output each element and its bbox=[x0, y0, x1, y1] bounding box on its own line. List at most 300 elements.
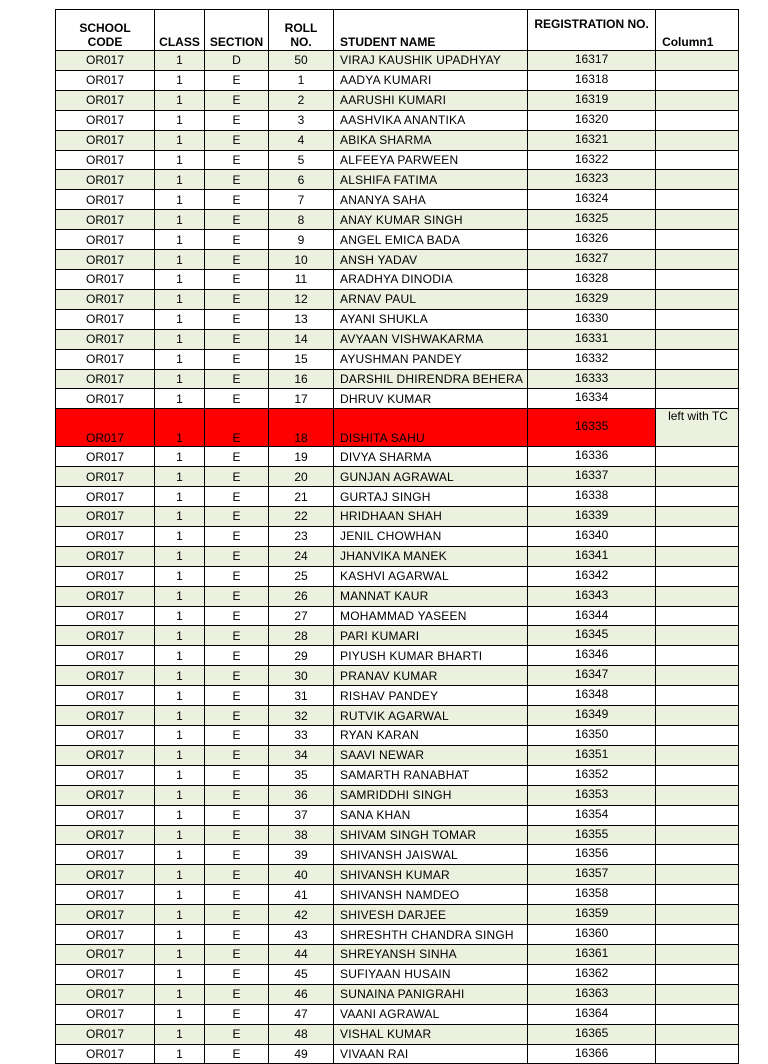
cell-roll-no[interactable]: 34 bbox=[269, 745, 334, 765]
cell-class[interactable]: 1 bbox=[155, 447, 205, 467]
cell-student-name[interactable]: SAMRIDDHI SINGH bbox=[334, 785, 528, 805]
cell-student-name[interactable]: AARUSHI KUMARI bbox=[334, 90, 528, 110]
cell-class[interactable]: 1 bbox=[155, 666, 205, 686]
cell-roll-no[interactable]: 49 bbox=[269, 1044, 334, 1064]
cell-class[interactable]: 1 bbox=[155, 606, 205, 626]
cell-school-code[interactable]: OR017 bbox=[56, 1004, 155, 1024]
cell-student-name[interactable]: RYAN KARAN bbox=[334, 726, 528, 746]
cell-column1[interactable] bbox=[656, 467, 739, 487]
cell-column1[interactable] bbox=[656, 110, 739, 130]
cell-section[interactable]: E bbox=[205, 269, 269, 289]
cell-roll-no[interactable]: 43 bbox=[269, 925, 334, 945]
cell-registration-no[interactable]: 16318 bbox=[528, 70, 656, 90]
cell-student-name[interactable]: AADYA KUMARI bbox=[334, 70, 528, 90]
cell-registration-no[interactable]: 16338 bbox=[528, 487, 656, 507]
cell-section[interactable]: E bbox=[205, 964, 269, 984]
cell-class[interactable]: 1 bbox=[155, 726, 205, 746]
cell-column1[interactable] bbox=[656, 150, 739, 170]
cell-student-name[interactable]: RUTVIK AGARWAL bbox=[334, 706, 528, 726]
cell-roll-no[interactable]: 19 bbox=[269, 447, 334, 467]
cell-student-name[interactable]: SUFIYAAN HUSAIN bbox=[334, 964, 528, 984]
cell-registration-no[interactable]: 16347 bbox=[528, 666, 656, 686]
cell-student-name[interactable]: JENIL CHOWHAN bbox=[334, 526, 528, 546]
cell-student-name[interactable]: JHANVIKA MANEK bbox=[334, 546, 528, 566]
cell-roll-no[interactable]: 45 bbox=[269, 964, 334, 984]
cell-roll-no[interactable]: 5 bbox=[269, 150, 334, 170]
cell-registration-no[interactable]: 16337 bbox=[528, 467, 656, 487]
cell-class[interactable]: 1 bbox=[155, 964, 205, 984]
cell-school-code[interactable]: OR017 bbox=[56, 369, 155, 389]
cell-column1[interactable] bbox=[656, 885, 739, 905]
cell-student-name[interactable]: SHIVANSH NAMDEO bbox=[334, 885, 528, 905]
cell-student-name[interactable]: ANSH YADAV bbox=[334, 250, 528, 270]
cell-roll-no[interactable]: 25 bbox=[269, 566, 334, 586]
cell-school-code[interactable]: OR017 bbox=[56, 566, 155, 586]
cell-class[interactable]: 1 bbox=[155, 369, 205, 389]
cell-registration-no[interactable]: 16365 bbox=[528, 1024, 656, 1044]
cell-column1[interactable] bbox=[656, 706, 739, 726]
cell-student-name[interactable]: ALFEEYA PARWEEN bbox=[334, 150, 528, 170]
cell-registration-no[interactable]: 16343 bbox=[528, 586, 656, 606]
cell-class[interactable]: 1 bbox=[155, 566, 205, 586]
cell-class[interactable]: 1 bbox=[155, 1024, 205, 1044]
cell-column1[interactable] bbox=[656, 269, 739, 289]
cell-class[interactable]: 1 bbox=[155, 984, 205, 1004]
cell-column1[interactable] bbox=[656, 289, 739, 309]
cell-section[interactable]: E bbox=[205, 745, 269, 765]
cell-student-name[interactable]: SANA KHAN bbox=[334, 805, 528, 825]
cell-class[interactable]: 1 bbox=[155, 329, 205, 349]
cell-student-name[interactable]: SHREYANSH SINHA bbox=[334, 944, 528, 964]
header-section[interactable]: SECTION bbox=[205, 10, 269, 51]
cell-registration-no[interactable]: 16361 bbox=[528, 944, 656, 964]
cell-registration-no[interactable]: 16366 bbox=[528, 1044, 656, 1064]
cell-class[interactable]: 1 bbox=[155, 825, 205, 845]
cell-section[interactable]: E bbox=[205, 825, 269, 845]
cell-column1[interactable] bbox=[656, 349, 739, 369]
cell-roll-no[interactable]: 26 bbox=[269, 586, 334, 606]
cell-school-code[interactable]: OR017 bbox=[56, 885, 155, 905]
cell-registration-no[interactable]: 16346 bbox=[528, 646, 656, 666]
cell-section[interactable]: E bbox=[205, 845, 269, 865]
cell-roll-no[interactable]: 41 bbox=[269, 885, 334, 905]
cell-student-name[interactable]: DHRUV KUMAR bbox=[334, 389, 528, 409]
cell-class[interactable]: 1 bbox=[155, 409, 205, 447]
cell-class[interactable]: 1 bbox=[155, 289, 205, 309]
cell-roll-no[interactable]: 11 bbox=[269, 269, 334, 289]
cell-section[interactable]: E bbox=[205, 150, 269, 170]
cell-class[interactable]: 1 bbox=[155, 765, 205, 785]
cell-class[interactable]: 1 bbox=[155, 190, 205, 210]
cell-registration-no[interactable]: 16362 bbox=[528, 964, 656, 984]
cell-class[interactable]: 1 bbox=[155, 865, 205, 885]
cell-student-name[interactable]: SHIVANSH JAISWAL bbox=[334, 845, 528, 865]
cell-section[interactable]: E bbox=[205, 865, 269, 885]
cell-school-code[interactable]: OR017 bbox=[56, 905, 155, 925]
cell-column1[interactable] bbox=[656, 765, 739, 785]
cell-registration-no[interactable]: 16322 bbox=[528, 150, 656, 170]
cell-roll-no[interactable]: 35 bbox=[269, 765, 334, 785]
cell-roll-no[interactable]: 22 bbox=[269, 507, 334, 527]
cell-column1[interactable] bbox=[656, 369, 739, 389]
cell-section[interactable]: E bbox=[205, 467, 269, 487]
cell-student-name[interactable]: ANGEL EMICA BADA bbox=[334, 230, 528, 250]
cell-column1[interactable] bbox=[656, 210, 739, 230]
cell-student-name[interactable]: SHIVESH DARJEE bbox=[334, 905, 528, 925]
cell-column1[interactable] bbox=[656, 70, 739, 90]
cell-student-name[interactable]: PRANAV KUMAR bbox=[334, 666, 528, 686]
cell-class[interactable]: 1 bbox=[155, 467, 205, 487]
cell-section[interactable]: E bbox=[205, 586, 269, 606]
cell-class[interactable]: 1 bbox=[155, 925, 205, 945]
cell-column1[interactable] bbox=[656, 309, 739, 329]
cell-roll-no[interactable]: 50 bbox=[269, 51, 334, 71]
cell-section[interactable]: E bbox=[205, 289, 269, 309]
cell-class[interactable]: 1 bbox=[155, 546, 205, 566]
cell-section[interactable]: E bbox=[205, 646, 269, 666]
cell-registration-no[interactable]: 16349 bbox=[528, 706, 656, 726]
cell-registration-no[interactable]: 16320 bbox=[528, 110, 656, 130]
cell-column1[interactable] bbox=[656, 230, 739, 250]
cell-registration-no[interactable]: 16360 bbox=[528, 925, 656, 945]
cell-section[interactable]: E bbox=[205, 984, 269, 1004]
cell-school-code[interactable]: OR017 bbox=[56, 389, 155, 409]
cell-school-code[interactable]: OR017 bbox=[56, 606, 155, 626]
cell-class[interactable]: 1 bbox=[155, 51, 205, 71]
cell-column1[interactable] bbox=[656, 964, 739, 984]
cell-column1[interactable] bbox=[656, 130, 739, 150]
cell-school-code[interactable]: OR017 bbox=[56, 526, 155, 546]
cell-roll-no[interactable]: 15 bbox=[269, 349, 334, 369]
cell-roll-no[interactable]: 28 bbox=[269, 626, 334, 646]
cell-column1[interactable] bbox=[656, 170, 739, 190]
cell-roll-no[interactable]: 48 bbox=[269, 1024, 334, 1044]
cell-registration-no[interactable]: 16344 bbox=[528, 606, 656, 626]
cell-column1[interactable] bbox=[656, 546, 739, 566]
cell-class[interactable]: 1 bbox=[155, 487, 205, 507]
cell-roll-no[interactable]: 36 bbox=[269, 785, 334, 805]
cell-student-name[interactable]: ABIKA SHARMA bbox=[334, 130, 528, 150]
cell-school-code[interactable]: OR017 bbox=[56, 586, 155, 606]
cell-registration-no[interactable]: 16324 bbox=[528, 190, 656, 210]
cell-section[interactable]: E bbox=[205, 885, 269, 905]
cell-school-code[interactable]: OR017 bbox=[56, 51, 155, 71]
cell-column1[interactable] bbox=[656, 1024, 739, 1044]
cell-student-name[interactable]: SAMARTH RANABHAT bbox=[334, 765, 528, 785]
cell-student-name[interactable]: RISHAV PANDEY bbox=[334, 686, 528, 706]
cell-roll-no[interactable]: 31 bbox=[269, 686, 334, 706]
cell-section[interactable]: E bbox=[205, 70, 269, 90]
cell-column1[interactable] bbox=[656, 745, 739, 765]
cell-column1[interactable] bbox=[656, 984, 739, 1004]
cell-school-code[interactable]: OR017 bbox=[56, 984, 155, 1004]
cell-registration-no[interactable]: 16345 bbox=[528, 626, 656, 646]
cell-section[interactable]: E bbox=[205, 507, 269, 527]
cell-registration-no[interactable]: 16356 bbox=[528, 845, 656, 865]
cell-column1[interactable] bbox=[656, 507, 739, 527]
cell-registration-no[interactable]: 16319 bbox=[528, 90, 656, 110]
cell-registration-no[interactable]: 16317 bbox=[528, 51, 656, 71]
cell-student-name[interactable]: PIYUSH KUMAR BHARTI bbox=[334, 646, 528, 666]
cell-roll-no[interactable]: 7 bbox=[269, 190, 334, 210]
cell-column1[interactable] bbox=[656, 785, 739, 805]
cell-column1[interactable]: left with TC bbox=[656, 409, 739, 447]
cell-column1[interactable] bbox=[656, 865, 739, 885]
cell-section[interactable]: E bbox=[205, 626, 269, 646]
cell-school-code[interactable]: OR017 bbox=[56, 646, 155, 666]
cell-school-code[interactable]: OR017 bbox=[56, 170, 155, 190]
cell-roll-no[interactable]: 16 bbox=[269, 369, 334, 389]
cell-school-code[interactable]: OR017 bbox=[56, 805, 155, 825]
cell-section[interactable]: E bbox=[205, 90, 269, 110]
header-registration-no[interactable]: REGISTRATION NO. bbox=[528, 10, 656, 51]
cell-class[interactable]: 1 bbox=[155, 526, 205, 546]
cell-section[interactable]: E bbox=[205, 1044, 269, 1064]
cell-roll-no[interactable]: 37 bbox=[269, 805, 334, 825]
cell-section[interactable]: E bbox=[205, 210, 269, 230]
cell-school-code[interactable]: OR017 bbox=[56, 845, 155, 865]
cell-roll-no[interactable]: 44 bbox=[269, 944, 334, 964]
cell-roll-no[interactable]: 30 bbox=[269, 666, 334, 686]
cell-section[interactable]: E bbox=[205, 686, 269, 706]
cell-class[interactable]: 1 bbox=[155, 150, 205, 170]
cell-class[interactable]: 1 bbox=[155, 646, 205, 666]
cell-student-name[interactable]: SHIVANSH KUMAR bbox=[334, 865, 528, 885]
cell-section[interactable]: E bbox=[205, 230, 269, 250]
cell-roll-no[interactable]: 17 bbox=[269, 389, 334, 409]
cell-roll-no[interactable]: 14 bbox=[269, 329, 334, 349]
cell-student-name[interactable]: MOHAMMAD YASEEN bbox=[334, 606, 528, 626]
cell-section[interactable]: E bbox=[205, 706, 269, 726]
cell-student-name[interactable]: VISHAL KUMAR bbox=[334, 1024, 528, 1044]
cell-registration-no[interactable]: 16357 bbox=[528, 865, 656, 885]
cell-registration-no[interactable]: 16333 bbox=[528, 369, 656, 389]
cell-school-code[interactable]: OR017 bbox=[56, 467, 155, 487]
cell-student-name[interactable]: SHRESHTH CHANDRA SINGH bbox=[334, 925, 528, 945]
cell-roll-no[interactable]: 13 bbox=[269, 309, 334, 329]
cell-section[interactable]: E bbox=[205, 487, 269, 507]
cell-column1[interactable] bbox=[656, 646, 739, 666]
cell-roll-no[interactable]: 2 bbox=[269, 90, 334, 110]
cell-school-code[interactable]: OR017 bbox=[56, 1044, 155, 1064]
cell-registration-no[interactable]: 16342 bbox=[528, 566, 656, 586]
cell-column1[interactable] bbox=[656, 944, 739, 964]
cell-section[interactable]: E bbox=[205, 944, 269, 964]
cell-registration-no[interactable]: 16355 bbox=[528, 825, 656, 845]
cell-section[interactable]: E bbox=[205, 349, 269, 369]
cell-school-code[interactable]: OR017 bbox=[56, 150, 155, 170]
cell-school-code[interactable]: OR017 bbox=[56, 726, 155, 746]
cell-roll-no[interactable]: 4 bbox=[269, 130, 334, 150]
cell-column1[interactable] bbox=[656, 586, 739, 606]
cell-student-name[interactable]: GUNJAN AGRAWAL bbox=[334, 467, 528, 487]
cell-section[interactable]: E bbox=[205, 925, 269, 945]
cell-school-code[interactable]: OR017 bbox=[56, 785, 155, 805]
cell-roll-no[interactable]: 10 bbox=[269, 250, 334, 270]
cell-student-name[interactable]: PARI KUMARI bbox=[334, 626, 528, 646]
cell-school-code[interactable]: OR017 bbox=[56, 944, 155, 964]
cell-school-code[interactable]: OR017 bbox=[56, 686, 155, 706]
cell-registration-no[interactable]: 16351 bbox=[528, 745, 656, 765]
cell-school-code[interactable]: OR017 bbox=[56, 329, 155, 349]
cell-registration-no[interactable]: 16323 bbox=[528, 170, 656, 190]
cell-school-code[interactable]: OR017 bbox=[56, 210, 155, 230]
cell-roll-no[interactable]: 12 bbox=[269, 289, 334, 309]
cell-registration-no[interactable]: 16359 bbox=[528, 905, 656, 925]
cell-student-name[interactable]: GURTAJ SINGH bbox=[334, 487, 528, 507]
cell-registration-no[interactable]: 16352 bbox=[528, 765, 656, 785]
cell-class[interactable]: 1 bbox=[155, 269, 205, 289]
cell-registration-no[interactable]: 16358 bbox=[528, 885, 656, 905]
cell-roll-no[interactable]: 1 bbox=[269, 70, 334, 90]
cell-student-name[interactable]: MANNAT KAUR bbox=[334, 586, 528, 606]
cell-school-code[interactable]: OR017 bbox=[56, 250, 155, 270]
cell-registration-no[interactable]: 16350 bbox=[528, 726, 656, 746]
cell-class[interactable]: 1 bbox=[155, 389, 205, 409]
cell-class[interactable]: 1 bbox=[155, 745, 205, 765]
cell-registration-no[interactable]: 16332 bbox=[528, 349, 656, 369]
cell-school-code[interactable]: OR017 bbox=[56, 230, 155, 250]
cell-registration-no[interactable]: 16348 bbox=[528, 686, 656, 706]
cell-registration-no[interactable]: 16340 bbox=[528, 526, 656, 546]
cell-section[interactable]: E bbox=[205, 110, 269, 130]
cell-school-code[interactable]: OR017 bbox=[56, 825, 155, 845]
cell-school-code[interactable]: OR017 bbox=[56, 269, 155, 289]
cell-column1[interactable] bbox=[656, 925, 739, 945]
cell-roll-no[interactable]: 20 bbox=[269, 467, 334, 487]
cell-column1[interactable] bbox=[656, 190, 739, 210]
cell-class[interactable]: 1 bbox=[155, 110, 205, 130]
cell-column1[interactable] bbox=[656, 90, 739, 110]
cell-section[interactable]: E bbox=[205, 666, 269, 686]
cell-student-name[interactable]: AASHVIKA ANANTIKA bbox=[334, 110, 528, 130]
cell-column1[interactable] bbox=[656, 566, 739, 586]
cell-roll-no[interactable]: 9 bbox=[269, 230, 334, 250]
cell-school-code[interactable]: OR017 bbox=[56, 110, 155, 130]
cell-school-code[interactable]: OR017 bbox=[56, 309, 155, 329]
cell-section[interactable]: E bbox=[205, 329, 269, 349]
cell-registration-no[interactable]: 16326 bbox=[528, 230, 656, 250]
cell-roll-no[interactable]: 38 bbox=[269, 825, 334, 845]
cell-school-code[interactable]: OR017 bbox=[56, 865, 155, 885]
cell-column1[interactable] bbox=[656, 845, 739, 865]
cell-column1[interactable] bbox=[656, 666, 739, 686]
cell-column1[interactable] bbox=[656, 726, 739, 746]
cell-school-code[interactable]: OR017 bbox=[56, 409, 155, 447]
cell-registration-no[interactable]: 16330 bbox=[528, 309, 656, 329]
cell-class[interactable]: 1 bbox=[155, 885, 205, 905]
cell-section[interactable]: E bbox=[205, 447, 269, 467]
cell-class[interactable]: 1 bbox=[155, 586, 205, 606]
cell-roll-no[interactable]: 40 bbox=[269, 865, 334, 885]
header-roll-no[interactable] bbox=[269, 10, 334, 51]
cell-school-code[interactable]: OR017 bbox=[56, 706, 155, 726]
cell-roll-no[interactable]: 47 bbox=[269, 1004, 334, 1024]
cell-school-code[interactable]: OR017 bbox=[56, 349, 155, 369]
cell-class[interactable]: 1 bbox=[155, 1044, 205, 1064]
cell-roll-no[interactable]: 8 bbox=[269, 210, 334, 230]
cell-class[interactable]: 1 bbox=[155, 230, 205, 250]
cell-roll-no[interactable]: 6 bbox=[269, 170, 334, 190]
cell-student-name[interactable]: ANAY KUMAR SINGH bbox=[334, 210, 528, 230]
cell-column1[interactable] bbox=[656, 329, 739, 349]
cell-student-name[interactable]: ARNAV PAUL bbox=[334, 289, 528, 309]
cell-student-name[interactable]: AVYAAN VISHWAKARMA bbox=[334, 329, 528, 349]
cell-class[interactable]: 1 bbox=[155, 309, 205, 329]
cell-registration-no[interactable]: 16336 bbox=[528, 447, 656, 467]
cell-student-name[interactable]: KASHVI AGARWAL bbox=[334, 566, 528, 586]
cell-school-code[interactable]: OR017 bbox=[56, 964, 155, 984]
cell-registration-no[interactable]: 16353 bbox=[528, 785, 656, 805]
cell-school-code[interactable]: OR017 bbox=[56, 447, 155, 467]
cell-column1[interactable] bbox=[656, 686, 739, 706]
cell-school-code[interactable]: OR017 bbox=[56, 765, 155, 785]
cell-school-code[interactable]: OR017 bbox=[56, 626, 155, 646]
cell-class[interactable]: 1 bbox=[155, 210, 205, 230]
cell-column1[interactable] bbox=[656, 526, 739, 546]
cell-section[interactable]: D bbox=[205, 51, 269, 71]
cell-section[interactable]: E bbox=[205, 726, 269, 746]
cell-roll-no[interactable]: 39 bbox=[269, 845, 334, 865]
header-student-name[interactable]: STUDENT NAME bbox=[334, 10, 528, 51]
cell-school-code[interactable]: OR017 bbox=[56, 925, 155, 945]
cell-registration-no[interactable]: 16334 bbox=[528, 389, 656, 409]
cell-student-name[interactable]: ALSHIFA FATIMA bbox=[334, 170, 528, 190]
cell-roll-no[interactable]: 33 bbox=[269, 726, 334, 746]
cell-registration-no[interactable]: 16364 bbox=[528, 1004, 656, 1024]
cell-school-code[interactable]: OR017 bbox=[56, 1024, 155, 1044]
cell-student-name[interactable]: ANANYA SAHA bbox=[334, 190, 528, 210]
cell-registration-no[interactable]: 16335 bbox=[528, 409, 656, 447]
cell-section[interactable]: E bbox=[205, 1024, 269, 1044]
cell-registration-no[interactable]: 16354 bbox=[528, 805, 656, 825]
cell-column1[interactable] bbox=[656, 447, 739, 467]
cell-student-name[interactable]: DISHITA SAHU bbox=[334, 409, 528, 447]
cell-section[interactable]: E bbox=[205, 526, 269, 546]
cell-section[interactable]: E bbox=[205, 250, 269, 270]
cell-section[interactable]: E bbox=[205, 170, 269, 190]
cell-class[interactable]: 1 bbox=[155, 170, 205, 190]
cell-student-name[interactable]: HRIDHAAN SHAH bbox=[334, 507, 528, 527]
cell-student-name[interactable]: AYUSHMAN PANDEY bbox=[334, 349, 528, 369]
cell-school-code[interactable]: OR017 bbox=[56, 90, 155, 110]
cell-registration-no[interactable]: 16328 bbox=[528, 269, 656, 289]
cell-student-name[interactable]: SAAVI NEWAR bbox=[334, 745, 528, 765]
cell-column1[interactable] bbox=[656, 1044, 739, 1064]
cell-student-name[interactable]: DARSHIL DHIRENDRA BEHERA bbox=[334, 369, 528, 389]
cell-column1[interactable] bbox=[656, 51, 739, 71]
cell-school-code[interactable]: OR017 bbox=[56, 190, 155, 210]
cell-section[interactable]: E bbox=[205, 765, 269, 785]
cell-school-code[interactable]: OR017 bbox=[56, 487, 155, 507]
cell-section[interactable]: E bbox=[205, 369, 269, 389]
cell-registration-no[interactable]: 16331 bbox=[528, 329, 656, 349]
cell-column1[interactable] bbox=[656, 805, 739, 825]
cell-section[interactable]: E bbox=[205, 1004, 269, 1024]
cell-student-name[interactable]: VAANI AGRAWAL bbox=[334, 1004, 528, 1024]
cell-section[interactable]: E bbox=[205, 805, 269, 825]
cell-registration-no[interactable]: 16325 bbox=[528, 210, 656, 230]
cell-column1[interactable] bbox=[656, 389, 739, 409]
cell-student-name[interactable]: VIRAJ KAUSHIK UPADHYAY bbox=[334, 51, 528, 71]
cell-section[interactable]: E bbox=[205, 785, 269, 805]
cell-student-name[interactable]: VIVAAN RAI bbox=[334, 1044, 528, 1064]
cell-class[interactable]: 1 bbox=[155, 944, 205, 964]
cell-school-code[interactable]: OR017 bbox=[56, 130, 155, 150]
cell-section[interactable]: E bbox=[205, 409, 269, 447]
cell-class[interactable]: 1 bbox=[155, 706, 205, 726]
cell-roll-no[interactable]: 27 bbox=[269, 606, 334, 626]
